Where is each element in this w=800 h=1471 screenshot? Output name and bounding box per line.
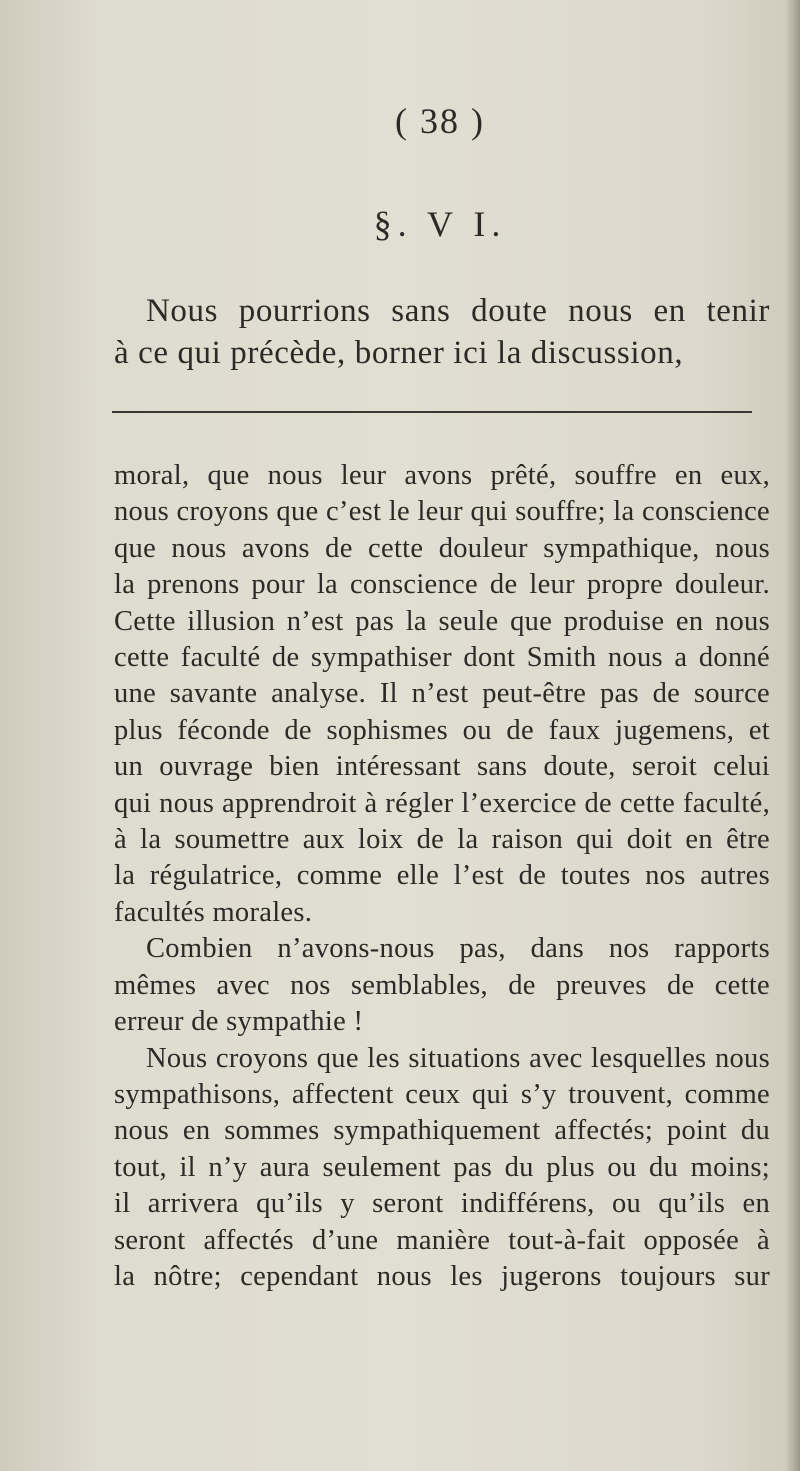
text-line: sympathisons, affectent ceux qui s’y trouvent, comme	[114, 1078, 770, 1110]
text-line: cette faculté de sympathiser dont Smith nous a donné	[114, 642, 770, 674]
text-line: Nous croyons que les situations avec lesquelles nous	[146, 1042, 770, 1074]
text-line: Cette illusion n’est pas la seule que produise en nous	[114, 605, 770, 637]
text-line: mêmes avec nos semblables, de preuves de cette	[114, 969, 770, 1001]
text-line: moral, que nous leur avons prêté, souffre en eux,	[114, 460, 770, 491]
page-edge-shadow	[786, 0, 800, 1471]
text-line: que nous avons de cette douleur sympathique, nous	[114, 532, 770, 564]
text-line: à la soumettre aux loix de la raison qui doit en être	[114, 824, 770, 856]
horizontal-rule	[112, 411, 752, 413]
text-line: la nôtre; cependant nous les jugerons toujours sur	[114, 1260, 770, 1292]
text-line: la régulatrice, comme elle l’est de toutes nos autres	[114, 860, 770, 892]
intro-paragraph	[114, 290, 770, 374]
text-line: nous croyons que c’est le leur qui souffre; la conscience	[114, 496, 770, 528]
text-line: plus féconde de sophismes ou de faux jugemens, et	[114, 714, 770, 746]
section-heading: §. V I.	[373, 204, 507, 244]
text-line: qui nous apprendroit à régler l’exercice de cette faculté,	[114, 787, 770, 819]
text-line: nous en sommes sympathiquement affectés; point du	[114, 1115, 770, 1147]
text-line: un ouvrage bien intéressant sans doute, seroit celui	[114, 751, 770, 783]
text-line: la prenons pour la conscience de leur propre douleur.	[114, 569, 770, 601]
intro-line: à ce qui précède, borner ici la discussion,	[114, 335, 684, 371]
text-line: tout, il n’y aura seulement pas du plus ou du moins;	[114, 1151, 770, 1183]
text-line: une savante analyse. Il n’est peut-être pas de source	[114, 678, 770, 710]
text-line: seront affectés d’une manière tout-à-fait opposée à	[114, 1224, 770, 1256]
text-line: Combien n’avons-nous pas, dans nos rapports	[146, 933, 770, 965]
text-line: facultés morales.	[114, 896, 313, 928]
intro-line: Nous pourrions sans doute nous en tenir	[146, 293, 770, 329]
text-line: erreur de sympathie !	[114, 1006, 364, 1038]
text-line: il arrivera qu’ils y seront indifférens, ou qu’ils en	[114, 1188, 770, 1220]
body-text	[114, 458, 770, 1295]
page-number: ( 38 )	[395, 101, 485, 141]
